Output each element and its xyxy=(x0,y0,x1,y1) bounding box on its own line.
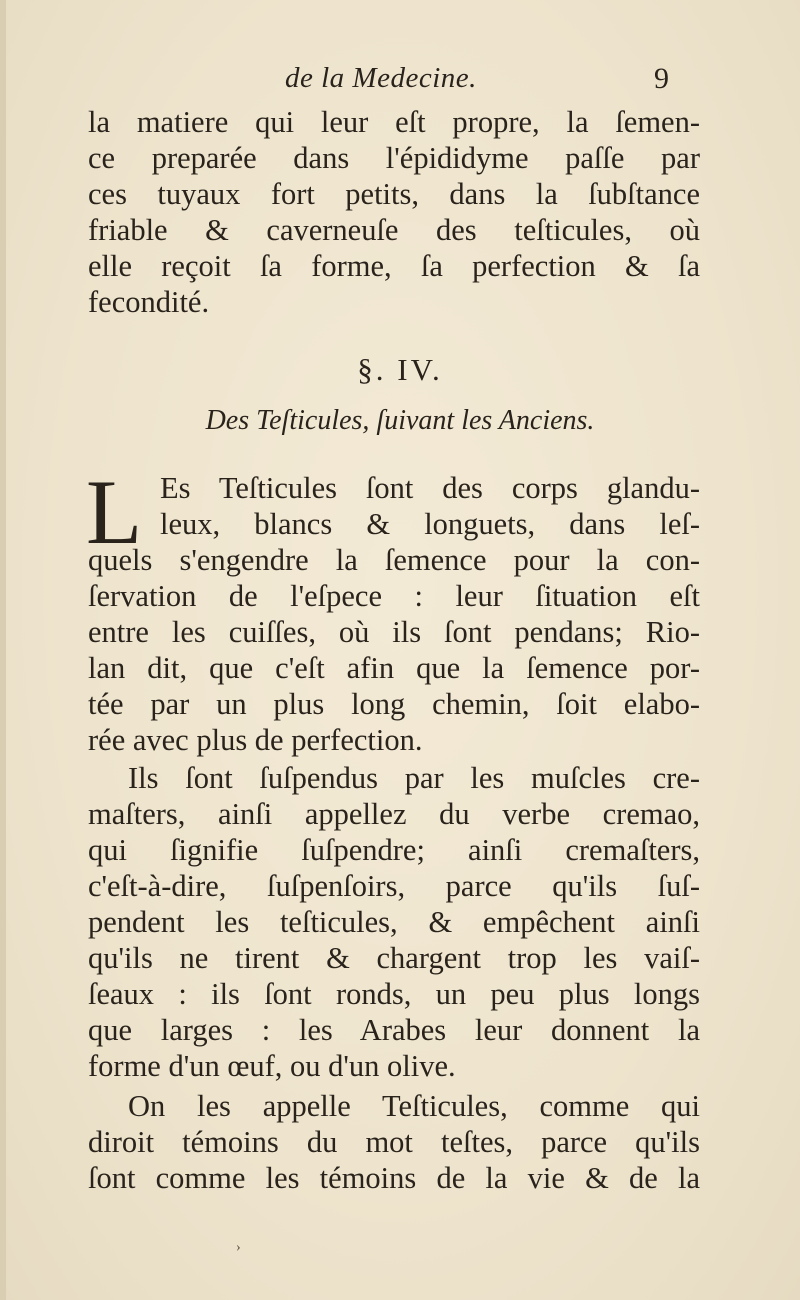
running-head-title: de la Medecine. xyxy=(285,62,477,94)
text-line: entre les cuiſſes, où ils ſont pendans; Rio- xyxy=(88,615,700,649)
text-line: tée par un plus long chemin, ſoit elabo- xyxy=(88,687,700,721)
text-line: forme d'un œuf, ou d'un olive. xyxy=(88,1049,456,1083)
section-title: Des Teſticules, ſuivant les Anciens. xyxy=(205,405,595,436)
text-line: lan dit, que c'eſt afin que la ſemence por- xyxy=(88,651,700,685)
text-line: Ils ſont ſuſpendus par les muſcles cre- xyxy=(128,761,700,795)
text-line: leux, blancs & longuets, dans leſ- xyxy=(160,507,700,541)
text-line: pendent les teſticules, & empêchent ainſi xyxy=(88,905,700,939)
text-line: qu'ils ne tirent & chargent trop les vaiſ- xyxy=(88,941,700,975)
text-line: maſters, ainſi appellez du verbe cremao, xyxy=(88,797,700,831)
page-number: 9 xyxy=(654,62,669,95)
text-line: friable & caverneuſe des teſticules, où xyxy=(88,213,700,247)
text-line: On les appelle Teſticules, comme qui xyxy=(128,1089,700,1123)
text-line: qui ſignifie ſuſpendre; ainſi cremaſters, xyxy=(88,833,700,867)
text-line: ce preparée dans l'épididyme paſſe par xyxy=(88,141,700,175)
text-line: diroit témoins du mot teſtes, parce qu'ils xyxy=(88,1125,700,1159)
text-line: ſervation de l'eſpece : leur ſituation eſt xyxy=(88,579,700,613)
text-line: ces tuyaux fort petits, dans la ſubſtance xyxy=(88,177,700,211)
text-line: c'eſt-à-dire, ſuſpenſoirs, parce qu'ils ſuſ- xyxy=(88,869,700,903)
signature-mark: › xyxy=(236,1240,241,1255)
drop-cap: L xyxy=(86,461,143,563)
text-line: ſont comme les témoins de la vie & de la xyxy=(88,1161,700,1195)
section-number: §. IV. xyxy=(357,352,443,387)
text-line: la matiere qui leur eſt propre, la ſemen- xyxy=(88,105,700,139)
text-line: elle reçoit ſa forme, ſa perfection & ſa xyxy=(88,249,700,283)
text-line: rée avec plus de perfection. xyxy=(88,723,423,757)
text-line: ſeaux : ils ſont ronds, un peu plus longs xyxy=(88,977,700,1011)
running-head xyxy=(0,62,800,102)
page-edge xyxy=(0,0,6,1300)
text-line: quels s'engendre la ſemence pour la con- xyxy=(88,543,700,577)
text-line: fecondité. xyxy=(88,285,210,319)
text-line: Es Teſticules ſont des corps glandu- xyxy=(160,471,700,505)
text-line: que larges : les Arabes leur donnent la xyxy=(88,1013,700,1047)
